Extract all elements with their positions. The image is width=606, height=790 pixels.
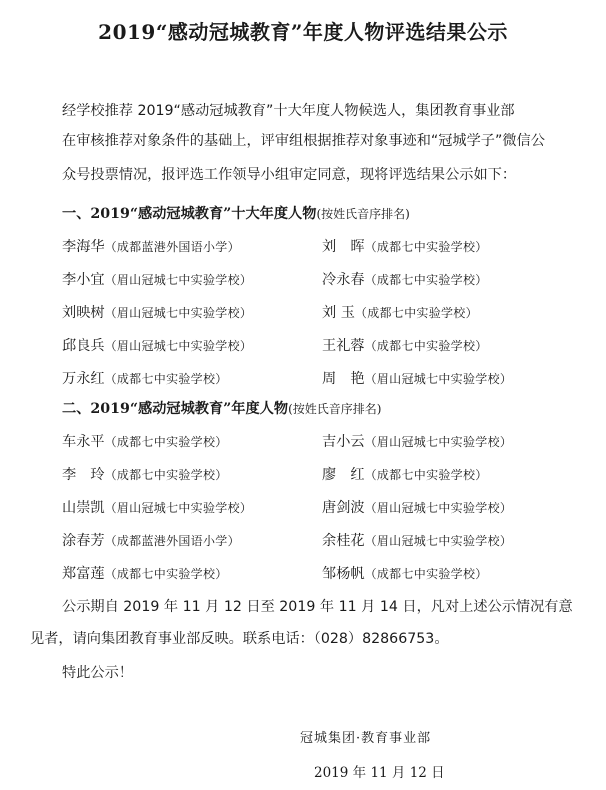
list-item <box>322 236 488 256</box>
person-name: 冷永春 <box>322 272 365 288</box>
person-name: 吉小云 <box>322 434 365 450</box>
list-item <box>62 236 240 256</box>
person-school: （眉山冠城七中实验学校） <box>364 435 513 449</box>
section2-heading-text: 二、2019“感动冠城教育”年度人物 <box>62 401 289 417</box>
closing-text: 特此公示！ <box>62 665 133 681</box>
person-school: （成都蓝港外国语小学） <box>104 534 240 548</box>
list-item <box>62 497 252 517</box>
list-item <box>62 368 228 388</box>
date: 2019 年 11 月 12 日 <box>314 765 445 781</box>
person-name: 涂春芳 <box>62 533 105 549</box>
person-school: （成都七中实验学校） <box>104 567 228 581</box>
person-name: 李小宜 <box>62 272 105 288</box>
person-school: （成都七中实验学校） <box>104 468 228 482</box>
person-school: （眉山冠城七中实验学校） <box>364 534 513 548</box>
list-item <box>322 335 488 355</box>
list-item <box>322 497 512 517</box>
section1-heading-note: (按姓氏音序排名) <box>316 207 410 221</box>
person-school: （成都七中实验学校） <box>104 372 228 386</box>
list-item <box>62 464 228 484</box>
list-item <box>322 368 512 388</box>
list-item <box>62 431 228 451</box>
list-item <box>62 530 240 550</box>
list-item <box>62 563 228 583</box>
list-item <box>322 530 512 550</box>
intro-line-3: 众号投票情况，报评选工作领导小组审定同意，现将评选结果公示如下： <box>62 167 517 183</box>
person-name: 周 艳 <box>322 371 365 387</box>
person-name: 车永平 <box>62 434 105 450</box>
person-school: （成都七中实验学校） <box>104 435 228 449</box>
section2-heading-note: (按姓氏音序排名) <box>288 402 382 416</box>
intro-line-1: 经学校推荐 2019“感动冠城教育”十大年度人物候选人，集团教育事业部 <box>62 103 515 119</box>
list-item <box>62 335 252 355</box>
section1-heading <box>62 203 410 223</box>
person-school: （眉山冠城七中实验学校） <box>104 501 253 515</box>
list-item <box>322 269 488 289</box>
intro-line-2: 在审核推荐对象条件的基础上，评审组根据推荐对象事迹和“冠城学子”微信公 <box>62 133 545 149</box>
person-school: （成都七中实验学校） <box>364 339 488 353</box>
signature: 冠城集团·教育事业部 <box>300 731 432 746</box>
notice-line-2: 见者，请向集团教育事业部反映。联系电话：（028）82866753。 <box>30 631 449 647</box>
person-name: 万永红 <box>62 371 105 387</box>
person-school: （眉山冠城七中实验学校） <box>364 372 513 386</box>
person-school: （成都七中实验学校） <box>354 306 478 320</box>
person-name: 李海华 <box>62 239 105 255</box>
person-school: （成都七中实验学校） <box>364 468 488 482</box>
page-title: 2019“感动冠城教育”年度人物评选结果公示 <box>98 20 508 44</box>
section2-heading <box>62 398 381 418</box>
person-name: 刘映树 <box>62 305 105 321</box>
person-school: （眉山冠城七中实验学校） <box>364 501 513 515</box>
person-school: （眉山冠城七中实验学校） <box>104 339 253 353</box>
person-name: 山崇凯 <box>62 500 105 516</box>
list-item <box>62 269 252 289</box>
person-school: （成都七中实验学校） <box>364 273 488 287</box>
person-name: 郑富莲 <box>62 566 105 582</box>
notice-line-1: 公示期自 2019 年 11 月 12 日至 2019 年 11 月 14 日，凡对上述公示情况有意 <box>62 599 573 615</box>
person-name: 余桂花 <box>322 533 365 549</box>
person-school: （眉山冠城七中实验学校） <box>104 306 253 320</box>
person-name: 唐剑波 <box>322 500 365 516</box>
list-item <box>62 302 252 322</box>
person-name: 李 玲 <box>62 467 105 483</box>
list-item <box>322 302 478 322</box>
list-item <box>322 464 488 484</box>
person-name: 廖 红 <box>322 467 365 483</box>
person-school: （眉山冠城七中实验学校） <box>104 273 253 287</box>
list-item <box>322 563 488 583</box>
person-name: 邱良兵 <box>62 338 105 354</box>
person-name: 邹杨帆 <box>322 566 365 582</box>
person-name: 刘 晖 <box>322 239 365 255</box>
list-item <box>322 431 512 451</box>
person-name: 王礼蓉 <box>322 338 365 354</box>
person-school: （成都七中实验学校） <box>364 567 488 581</box>
section1-heading-text: 一、2019“感动冠城教育”十大年度人物 <box>62 206 317 222</box>
person-school: （成都蓝港外国语小学） <box>104 240 240 254</box>
person-name: 刘 玉 <box>322 305 355 321</box>
person-school: （成都七中实验学校） <box>364 240 488 254</box>
